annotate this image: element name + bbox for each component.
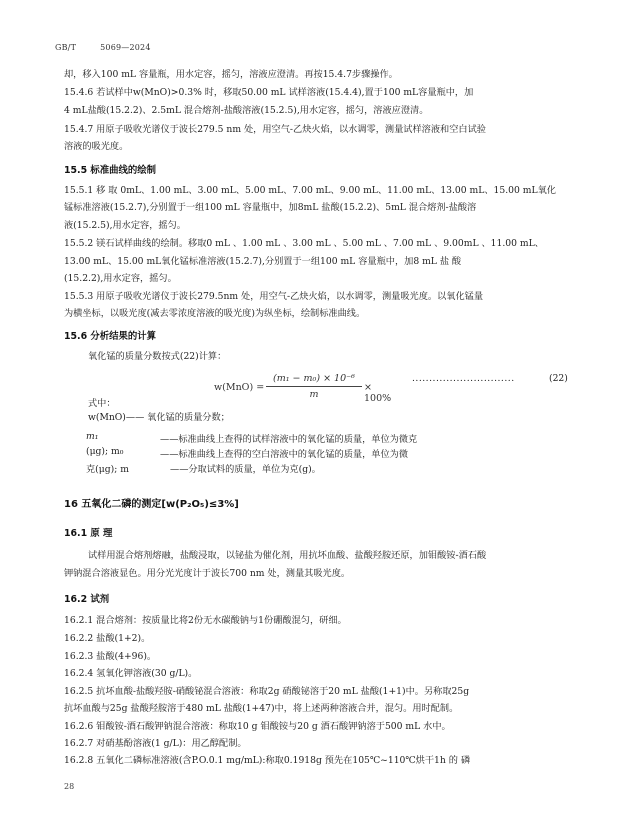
definition-symbol: 克(μg); m [86, 464, 129, 475]
text-line: 4 mL盐酸(15.2.2)、2.5mL 混合熔剂-盐酸溶液(15.2.5),用水定容，摇匀，溶液应澄清。 [64, 105, 429, 116]
text-line: 却，移入100 mL 容量瓶，用水定容，摇匀，溶液应澄清。再按15.4.7步骤操作。 [64, 69, 398, 80]
clause-16-2-2: 16.2.2 盐酸(1+2)。 [64, 633, 151, 644]
clause-15-4-7: 15.4.7 用原子吸收光谱仪于波长279.5 nm 处，用空气-乙炔火焰，以水调零，测量试样溶液和空白试验 [64, 124, 486, 135]
definition-text: ——标准曲线上查得的空白溶液中的氧化锰的质量，单位为微 [160, 449, 409, 460]
standard-number: 5069—2024 [100, 43, 151, 52]
section-heading-16-2: 16.2 试剂 [64, 594, 110, 605]
equation-number: (22) [549, 373, 568, 384]
text-line: 锰标准溶液(15.2.7),分别置于一组100 mL 容量瓶中，加8mL 盐酸(15.2.2)、5mL 混合熔剂-盐酸溶 [64, 202, 477, 213]
text-line: 13.00 mL、15.00 mL氧化锰标准溶液(15.2.7),分别置于一组100 mL 容量瓶中，加8 mL 盐 酸 [64, 256, 462, 267]
equation-fraction [266, 373, 362, 400]
clause-16-2-1: 16.2.1 混合熔剂：按质量比将2份无水碳酸钠与1份硼酸混匀，研细。 [64, 615, 347, 626]
definition-symbol: (μg); m₀ [86, 446, 124, 457]
text-line: 氧化锰的质量分数按式(22)计算： [88, 351, 227, 362]
clause-15-5-1: 15.5.1 移 取 0mL、1.00 mL、3.00 mL、5.00 mL、7.00 mL、9.00 mL、11.00 mL、13.00 mL、15.00 mL氧化 [64, 185, 556, 196]
section-heading-15-5: 15.5 标准曲线的绘制 [64, 165, 157, 176]
standard-prefix: GB/T [55, 43, 77, 52]
equation-numerator: (m₁ − m₀) × 10⁻⁶ [266, 373, 362, 387]
equation-22 [214, 373, 400, 403]
equation-denominator: m [309, 389, 319, 400]
text-line: 抗坏血酸与25g 盐酸羟胺溶于480 mL 盐酸(1+47)中，将上述两种溶液合并，混匀。用时配制。 [64, 703, 459, 714]
section-heading-15-6: 15.6 分析结果的计算 [64, 331, 157, 342]
clause-16-2-3: 16.2.3 盐酸(4+96)。 [64, 651, 157, 662]
clause-16-2-5: 16.2.5 抗坏血酸-盐酸羟胺-硝酸铋混合溶液：称取2g 硝酸铋溶于20 mL 盐酸(1+1)中。另称取25g [64, 686, 470, 697]
text-line: 试样用混合熔剂熔融，盐酸浸取，以铋盐为催化剂，用抗坏血酸、盐酸羟胺还原，加钼酸铵-酒石酸 [88, 550, 487, 561]
text-line: 溶液的吸光度。 [64, 141, 129, 152]
text-line: 液(15.2.5),用水定容，摇匀。 [64, 220, 186, 231]
text-line: 式中： [88, 398, 116, 409]
definition-text: ——分取试料的质量，单位为克(g)。 [170, 464, 321, 475]
section-heading-16: 16 五氧化二磷的测定[w(P₂O₅)≤3%] [64, 499, 239, 510]
section-heading-16-1: 16.1 原 理 [64, 528, 113, 539]
definition-text: ——标准曲线上查得的试样溶液中的氧化锰的质量，单位为微克 [160, 434, 418, 445]
text-line: 为横坐标，以吸光度(减去零浓度溶液的吸光度)为纵坐标，绘制标准曲线。 [64, 308, 366, 319]
clause-16-2-8: 16.2.8 五氧化二磷标准溶液(含P.O.0.1 mg/mL):称取0.1918g 预先在105℃~110℃烘干1h 的 磷 [64, 755, 471, 766]
text-line: (15.2.2),用水定容，摇匀。 [64, 273, 177, 284]
clause-15-4-6: 15.4.6 若试样中w(MnO)>0.3% 时，移取50.00 mL 试样溶液(15.4.4),置于100 mL容量瓶中，加 [64, 87, 474, 98]
definition-symbol: m₁ [86, 431, 99, 442]
equation-lhs: w(MnO) = [214, 382, 265, 393]
clause-16-2-6: 16.2.6 钼酸铵-酒石酸钾钠混合溶液：称取10 g 钼酸铵与20 g 酒石酸钾钠溶于500 mL 水中。 [64, 721, 451, 732]
clause-16-2-4: 16.2.4 氢氧化钾溶液(30 g/L)。 [64, 668, 198, 679]
definition-line: w(MnO)—— 氧化锰的质量分数； [88, 412, 230, 423]
equation-leader-dots: .............................. [412, 373, 515, 384]
clause-15-5-3: 15.5.3 用原子吸收光谱仪于波长279.5nm 处，用空气-乙炔火焰，以水调零，测量吸光度。以氧化锰量 [64, 291, 484, 302]
page-number: 28 [64, 782, 75, 791]
clause-16-2-7: 16.2.7 对硝基酚溶液(1 g/L)：用乙醇配制。 [64, 738, 247, 749]
equation-rhs: × 100% [364, 382, 392, 404]
clause-15-5-2: 15.5.2 镁石试样曲线的绘制。移取0 mL 、1.00 mL 、3.00 mL 、5.00 mL 、7.00 mL 、9.00mL 、11.00 mL、 [64, 238, 544, 249]
text-line: 钾钠混合溶液显色。用分光光度计于波长700 nm 处，测量其吸光度。 [64, 568, 351, 579]
page-header [55, 43, 151, 52]
